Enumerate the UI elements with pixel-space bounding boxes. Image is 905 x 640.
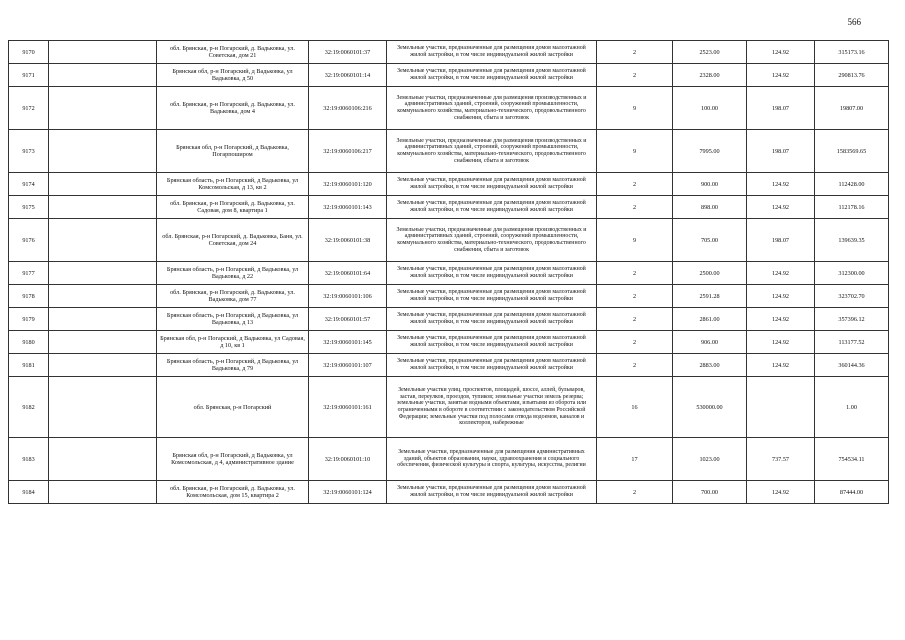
table-row	[9, 87, 889, 130]
cadastral-value-cell: 357396.12	[815, 308, 889, 331]
cadastral-number-cell: 32:19:0060106:217	[309, 130, 387, 173]
land-use-cell: Земельные участки, предназначенные для размещения производственных и административных зданий, строений, сооружений промышленности, коммунального хозяйства, материально-технического, продовольственного снабжения, сбыта и заготовок	[387, 87, 597, 130]
cadastral-number-cell: 32:19:0060101:161	[309, 377, 387, 438]
blank-cell	[49, 331, 157, 354]
address-cell: Брянская обл, р-н Погарский, д Вадьковка, ул Садовая, д 10, кв 1	[157, 331, 309, 354]
land-use-cell: Земельные участки, предназначенные для размещения домов малоэтажной жилой застройки, в том числе индивидуальной жилой застройки	[387, 173, 597, 196]
cadastral-value-cell: 87444.00	[815, 481, 889, 504]
land-use-cell: Земельные участки, предназначенные для размещения домов малоэтажной жилой застройки, в том числе индивидуальной жилой застройки	[387, 64, 597, 87]
blank-cell	[49, 64, 157, 87]
cadastral-number-cell: 32:19:0060101:143	[309, 196, 387, 219]
cadastral-value-table	[8, 40, 889, 504]
table-row	[9, 308, 889, 331]
land-use-cell: Земельные участки, предназначенные для размещения домов малоэтажной жилой застройки, в том числе индивидуальной жилой застройки	[387, 41, 597, 64]
blank-cell	[49, 377, 157, 438]
cadastral-value-cell: 315173.16	[815, 41, 889, 64]
address-cell: обл. Брянская, р-н Погарский	[157, 377, 309, 438]
table-row	[9, 262, 889, 285]
cadastral-value-cell: 19807.00	[815, 87, 889, 130]
cadastral-value-cell: 113177.52	[815, 331, 889, 354]
group-cell: 9	[597, 87, 673, 130]
row-number: 9176	[9, 219, 49, 262]
blank-cell	[49, 87, 157, 130]
table-row	[9, 130, 889, 173]
group-cell: 9	[597, 219, 673, 262]
specific-value-cell: 124.92	[747, 262, 815, 285]
area-cell: 7995.00	[673, 130, 747, 173]
cadastral-value-cell: 139639.35	[815, 219, 889, 262]
land-use-cell: Земельные участки, предназначенные для размещения домов малоэтажной жилой застройки, в том числе индивидуальной жилой застройки	[387, 262, 597, 285]
group-cell: 2	[597, 308, 673, 331]
address-cell: обл. Брянская, р-н Погарский, д. Вадьковка, ул. Комсомольская, дом 15, квартира 2	[157, 481, 309, 504]
cadastral-number-cell: 32:19:0060101:10	[309, 438, 387, 481]
land-use-cell: Земельные участки, предназначенные для размещения домов малоэтажной жилой застройки, в том числе индивидуальной жилой застройки	[387, 481, 597, 504]
blank-cell	[49, 219, 157, 262]
blank-cell	[49, 481, 157, 504]
area-cell: 700.00	[673, 481, 747, 504]
table-row	[9, 219, 889, 262]
cadastral-value-cell: 1583569.65	[815, 130, 889, 173]
address-cell: Брянская область, р-н Погарский, д Вадьковка, ул Вадьковка, д 79	[157, 354, 309, 377]
blank-cell	[49, 196, 157, 219]
cadastral-number-cell: 32:19:0060101:64	[309, 262, 387, 285]
table-row	[9, 285, 889, 308]
row-number: 9177	[9, 262, 49, 285]
specific-value-cell: 124.92	[747, 481, 815, 504]
cadastral-number-cell: 32:19:0060106:216	[309, 87, 387, 130]
row-number: 9171	[9, 64, 49, 87]
specific-value-cell: 198.07	[747, 87, 815, 130]
cadastral-value-cell: 360144.36	[815, 354, 889, 377]
blank-cell	[49, 354, 157, 377]
cadastral-value-cell: 112428.00	[815, 173, 889, 196]
cadastral-value-cell: 1.00	[815, 377, 889, 438]
row-number: 9172	[9, 87, 49, 130]
cadastral-value-cell: 290813.76	[815, 64, 889, 87]
area-cell: 2591.28	[673, 285, 747, 308]
blank-cell	[49, 308, 157, 331]
cadastral-number-cell: 32:19:0060101:120	[309, 173, 387, 196]
group-cell: 2	[597, 354, 673, 377]
area-cell: 906.00	[673, 331, 747, 354]
land-use-cell: Земельные участки, предназначенные для размещения производственных и административных зданий, строений, сооружений промышленности, коммунального хозяйства, материально-технического, продовольственного снабжения, сбыта и заготовок	[387, 219, 597, 262]
specific-value-cell: 124.92	[747, 173, 815, 196]
specific-value-cell: 124.92	[747, 41, 815, 64]
land-use-cell: Земельные участки, предназначенные для размещения производственных и административных зданий, строений, сооружений промышленности, коммунального хозяйства, материально-технического, продовольственного снабжения, сбыта и заготовок	[387, 130, 597, 173]
specific-value-cell: 198.07	[747, 130, 815, 173]
specific-value-cell	[747, 377, 815, 438]
row-number: 9180	[9, 331, 49, 354]
group-cell: 2	[597, 196, 673, 219]
cadastral-number-cell: 32:19:0060101:107	[309, 354, 387, 377]
specific-value-cell: 737.57	[747, 438, 815, 481]
address-cell: обл. Брянская, р-н Погарский, д. Вадьковка, ул. Советская, дом 21	[157, 41, 309, 64]
land-use-cell: Земельные участки, предназначенные для размещения домов малоэтажной жилой застройки, в том числе индивидуальной жилой застройки	[387, 331, 597, 354]
area-cell: 900.00	[673, 173, 747, 196]
blank-cell	[49, 41, 157, 64]
area-cell: 2328.00	[673, 64, 747, 87]
table-row	[9, 481, 889, 504]
table-row	[9, 173, 889, 196]
cadastral-value-cell: 112178.16	[815, 196, 889, 219]
land-use-cell: Земельные участки, предназначенные для размещения домов малоэтажной жилой застройки, в том числе индивидуальной жилой застройки	[387, 308, 597, 331]
page-number: 566	[847, 17, 861, 27]
cadastral-value-cell: 323702.70	[815, 285, 889, 308]
table-row	[9, 438, 889, 481]
row-number: 9174	[9, 173, 49, 196]
group-cell: 2	[597, 64, 673, 87]
row-number: 9183	[9, 438, 49, 481]
cadastral-number-cell: 32:19:0060101:38	[309, 219, 387, 262]
specific-value-cell: 198.07	[747, 219, 815, 262]
table-row	[9, 64, 889, 87]
land-use-cell: Земельные участки улиц, проспектов, площадей, шоссе, аллей, бульваров, застав, переулков, проездов, тупиков; земельные участки земель резерва; земельные участки, занятые водными объектами, изъятыми из оборота или ограниченными в обороте в соответствии с законодательством Российской Федерации; земельные участки под полосами отвода водоемов, каналов и коллекторов, набережные	[387, 377, 597, 438]
area-cell: 2523.00	[673, 41, 747, 64]
table-row	[9, 331, 889, 354]
land-use-cell: Земельные участки, предназначенные для размещения административных зданий, объектов образования, науки, здравоохранения и социального обеспечения, физической культуры и спорта, культуры, искусства, религии	[387, 438, 597, 481]
row-number: 9170	[9, 41, 49, 64]
group-cell: 2	[597, 173, 673, 196]
area-cell: 1023.00	[673, 438, 747, 481]
blank-cell	[49, 173, 157, 196]
group-cell: 2	[597, 41, 673, 64]
land-use-cell: Земельные участки, предназначенные для размещения домов малоэтажной жилой застройки, в том числе индивидуальной жилой застройки	[387, 354, 597, 377]
address-cell: Брянская обл, р-н Погарский, д Вадьковка, Погарпоширом	[157, 130, 309, 173]
specific-value-cell: 124.92	[747, 196, 815, 219]
address-cell: Брянская область, р-н Погарский, д Вадьковка, ул Вадьковка, д 13	[157, 308, 309, 331]
address-cell: Брянская обл, р-н Погарский, д Вадьковка, ул Вадьковка, д 50	[157, 64, 309, 87]
group-cell: 9	[597, 130, 673, 173]
address-cell: Брянская область, р-н Погарский, д Вадьковка, ул Комсомольская, д 13, кв 2	[157, 173, 309, 196]
group-cell: 2	[597, 331, 673, 354]
land-use-cell: Земельные участки, предназначенные для размещения домов малоэтажной жилой застройки, в том числе индивидуальной жилой застройки	[387, 196, 597, 219]
area-cell: 2500.00	[673, 262, 747, 285]
cadastral-number-cell: 32:19:0060101:57	[309, 308, 387, 331]
specific-value-cell: 124.92	[747, 308, 815, 331]
address-cell: обл. Брянская, р-н Погарский, д. Вадьковка, ул. Садовая, дом 8, квартира 1	[157, 196, 309, 219]
blank-cell	[49, 285, 157, 308]
group-cell: 2	[597, 285, 673, 308]
blank-cell	[49, 130, 157, 173]
address-cell: обл. Брянская, р-н Погарский, д. Вадьковка, ул. Вадьковка, дом 4	[157, 87, 309, 130]
group-cell: 17	[597, 438, 673, 481]
blank-cell	[49, 262, 157, 285]
row-number: 9182	[9, 377, 49, 438]
cadastral-number-cell: 32:19:0060101:14	[309, 64, 387, 87]
row-number: 9181	[9, 354, 49, 377]
land-use-cell: Земельные участки, предназначенные для размещения домов малоэтажной жилой застройки, в том числе индивидуальной жилой застройки	[387, 285, 597, 308]
cadastral-number-cell: 32:19:0060101:37	[309, 41, 387, 64]
area-cell: 100.00	[673, 87, 747, 130]
area-cell: 898.00	[673, 196, 747, 219]
area-cell: 2861.00	[673, 308, 747, 331]
cadastral-value-cell: 312300.00	[815, 262, 889, 285]
specific-value-cell: 124.92	[747, 354, 815, 377]
group-cell: 2	[597, 262, 673, 285]
specific-value-cell: 124.92	[747, 285, 815, 308]
table-row	[9, 354, 889, 377]
row-number: 9179	[9, 308, 49, 331]
group-cell: 2	[597, 481, 673, 504]
row-number: 9184	[9, 481, 49, 504]
specific-value-cell: 124.92	[747, 64, 815, 87]
address-cell: обл. Брянская, р-н Погарский, д. Вадьковка, Баня, ул. Советская, дом 24	[157, 219, 309, 262]
specific-value-cell: 124.92	[747, 331, 815, 354]
area-cell: 2883.00	[673, 354, 747, 377]
cadastral-number-cell: 32:19:0060101:124	[309, 481, 387, 504]
cadastral-number-cell: 32:19:0060101:106	[309, 285, 387, 308]
row-number: 9173	[9, 130, 49, 173]
table-row	[9, 196, 889, 219]
area-cell: 530000.00	[673, 377, 747, 438]
cadastral-number-cell: 32:19:0060101:145	[309, 331, 387, 354]
address-cell: Брянская область, р-н Погарский, д Вадьковка, ул Вадьковка, д 22	[157, 262, 309, 285]
blank-cell	[49, 438, 157, 481]
row-number: 9178	[9, 285, 49, 308]
row-number: 9175	[9, 196, 49, 219]
table-row	[9, 41, 889, 64]
address-cell: обл. Брянская, р-н Погарский, д. Вадьковка, ул. Вадьковка, дом 77	[157, 285, 309, 308]
address-cell: Брянская обл, р-н Погарский, д Вадьковка, ул Комсомольская, д 4, административное здание	[157, 438, 309, 481]
table-row	[9, 377, 889, 438]
cadastral-value-cell: 754534.11	[815, 438, 889, 481]
area-cell: 705.00	[673, 219, 747, 262]
group-cell: 16	[597, 377, 673, 438]
